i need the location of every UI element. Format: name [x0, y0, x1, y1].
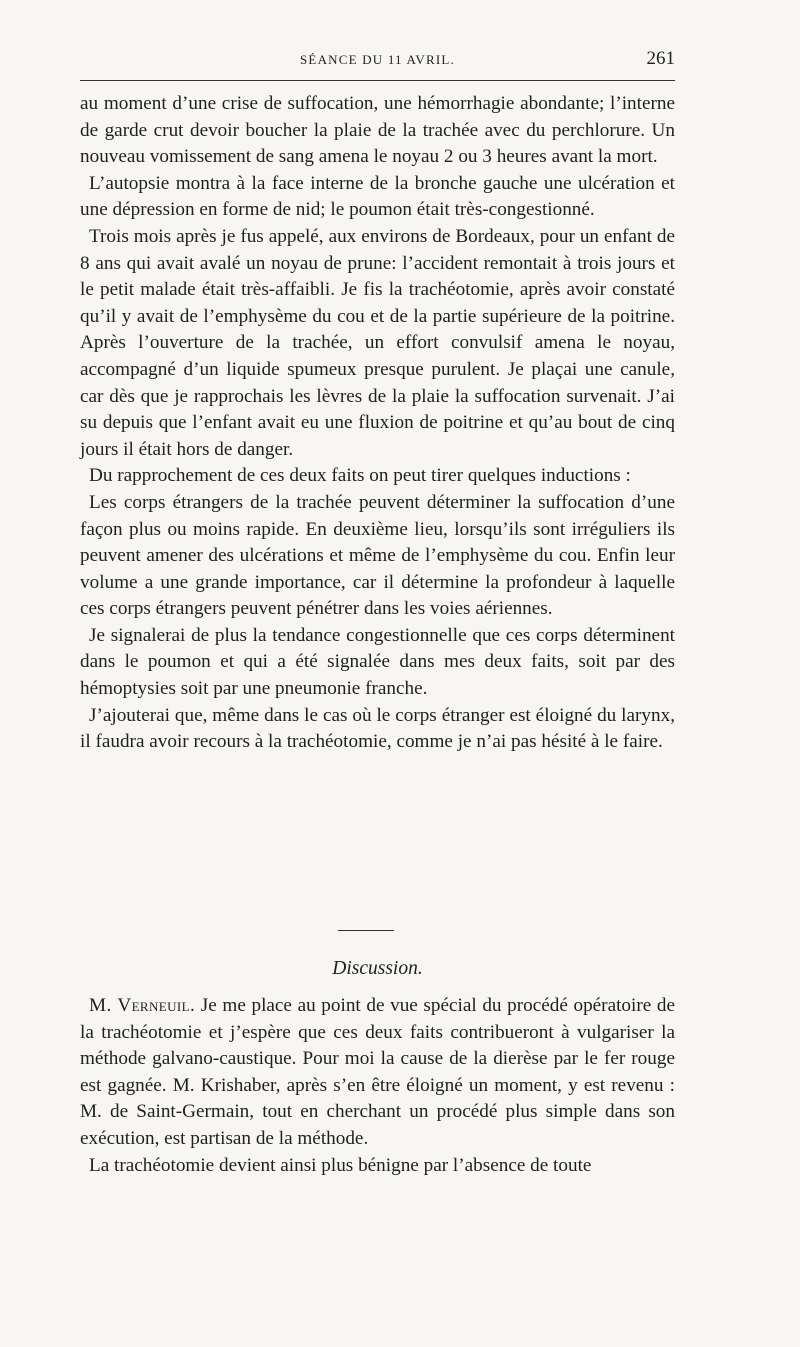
- running-head: SÉANCE DU 11 AVRIL.: [300, 52, 455, 67]
- paragraph: L’autopsie montra à la face interne de la bronche gauche une ulcération et une dépression en forme de nid; le poumon était très-congestionné.: [80, 172, 675, 221]
- discussion-paragraph: La trachéotomie devient ainsi plus bénigne par l’absence de toute: [89, 1154, 592, 1176]
- header-rule: [80, 80, 675, 81]
- page-header: [80, 48, 675, 74]
- body-text: [80, 91, 675, 756]
- paragraph: au moment d’une crise de suffocation, une hémorrhagie abondante; l’interne de garde crut devoir boucher la plaie de la trachée avec du perchlorure. Un nouveau vomissement de sang amena le noyau 2 ou 3 heures avant la mort.: [80, 93, 675, 168]
- section-title: Discussion.: [332, 958, 423, 979]
- speaker-name: M. Verneuil.: [89, 995, 196, 1016]
- section-separator: [338, 930, 394, 931]
- discussion-text: [80, 993, 675, 1179]
- paragraph: Trois mois après je fus appelé, aux environs de Bordeaux, pour un enfant de 8 ans qui avait avalé un noyau de prune: l’accident remontait à trois jours et le petit malade était très-affaibli. Je fis la trachéotomie, après avoir constaté qu’il y avait de l’emphysème du cou et de la partie supérieure de la poitrine. Après l’ouverture de la trachée, un effort convulsif amena le noyau, accompagné d’un liquide spumeux presque purulent. Je plaçai une canule, car dès que je rapprochais les lèvres de la plaie la suffocation survenait. J’ai su depuis que l’enfant avait eu une fluxion de poitrine et qu’au bout de cinq jours il était hors de danger.: [80, 225, 675, 460]
- paragraph: Je signalerai de plus la tendance congestionnelle que ces corps déterminent dans le poumon et qui a été signalée dans mes deux faits, soit par des hémoptysies soit par une pneumonie franche.: [80, 624, 675, 700]
- paragraph: Du rapprochement de ces deux faits on peut tirer quelques inductions :: [89, 465, 631, 487]
- paragraph: J’ajouterai que, même dans le cas où le corps étranger est éloigné du larynx, il faudra avoir recours à la trachéotomie, comme je n’ai pas hésité à le faire.: [80, 704, 675, 753]
- paragraph: Les corps étrangers de la trachée peuvent déterminer la suffocation d’une façon plus ou moins rapide. En deuxième lieu, lorsqu’ils sont irréguliers ils peuvent amener des ulcérations et même de l’emphysème du cou. Enfin leur volume a une grande importance, car il détermine la profondeur à laquelle ces corps étrangers peuvent pénétrer dans les voies aériennes.: [80, 491, 675, 620]
- speech-text: Je me place au point de vue spécial du procédé opératoire de la trachéotomie et j’espère que ces deux faits contribueront à vulgariser la méthode galvano-caustique. Pour moi la cause de la dierèse par le fer rouge est gagnée. M. Krishaber, après s’en être éloigné un moment, y est revenu : M. de Saint-Germain, tout en cherchant un procédé plus simple dans son exécution, est partisan de la méthode.: [80, 995, 675, 1149]
- discussion-paragraph: [80, 993, 675, 1153]
- page-number: 261: [646, 48, 675, 69]
